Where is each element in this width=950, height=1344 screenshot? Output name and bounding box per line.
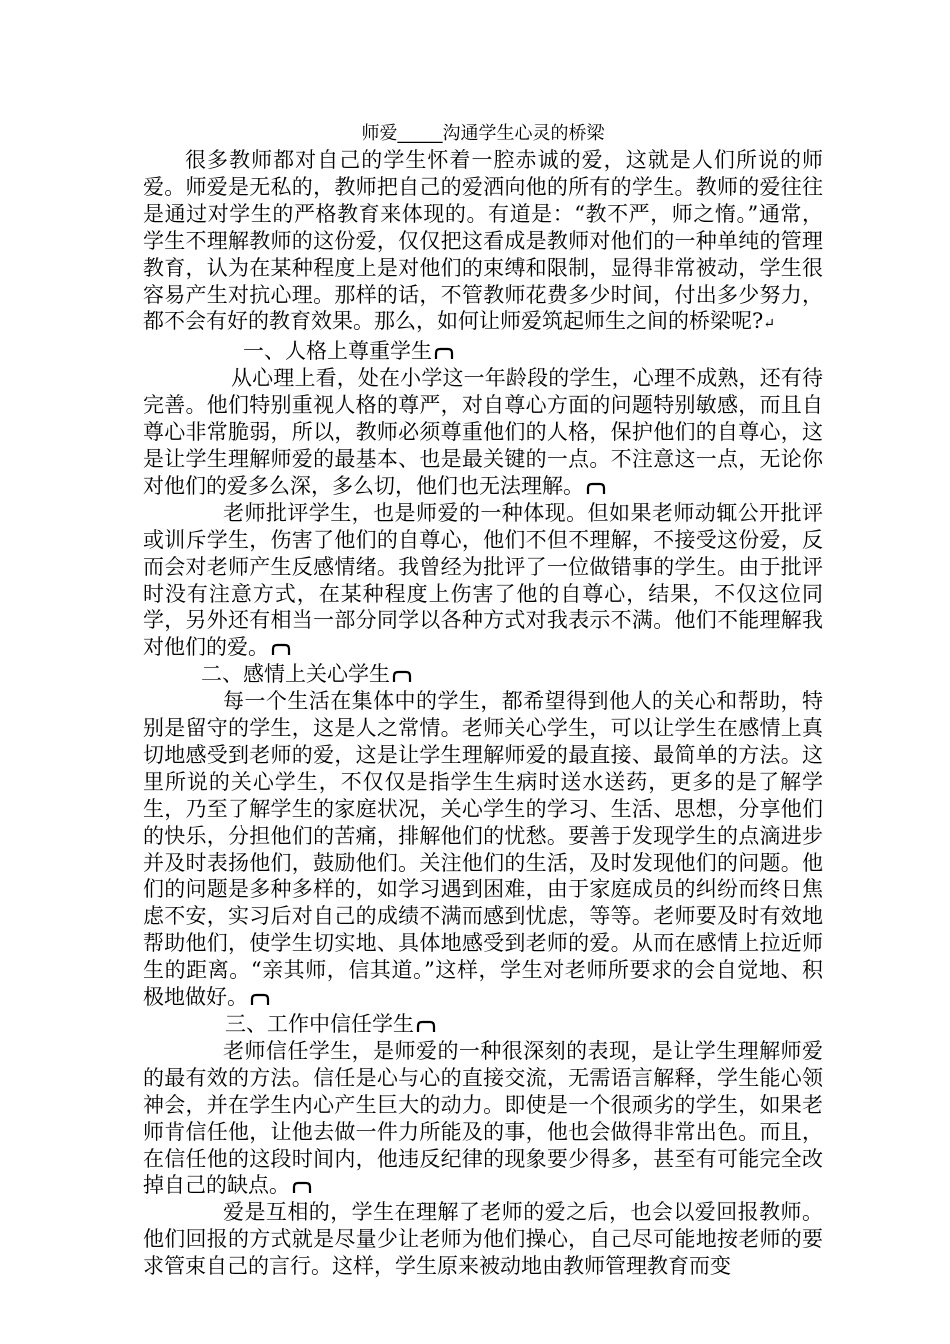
section-heading-2-text: 二、感情上关心学生 [201, 662, 390, 687]
section-1-paragraph-2 [143, 500, 823, 661]
intro-paragraph [143, 147, 823, 338]
paragraph-mark-icon [434, 347, 454, 361]
section-1-paragraph-2-text: 老师批评学生，也是师爱的一种体现。但如果老师动辄公开批评或训斥学生，伤害了他们的自尊心，他们不但不理解，不接受这份爱，反而会对老师产生反感情绪。我曾经为批评了一位做错事的学生。由于批评时没有注意方式，在某种程度上伤害了他的自尊心，结果，不仅这位同学，另外还有相当一部分同学以各种方式对我表示不满。他们不能理解我对他们的爱。 [143, 500, 823, 660]
paragraph-mark-icon [416, 1020, 436, 1034]
section-3-paragraph-1-text: 老师信任学生，是师爱的一种很深刻的表现，是让学生理解师爱的最有效的方法。信任是心与心的直接交流，无需语言解释，学生能心领神会，并在学生内心产生巨大的动力。即使是一个很顽劣的学生，如果老师肯信任他，让他去做一件力所能及的事，他也会做得非常出色。而且，在信任他的这段时间内，他违反纪律的现象要少得多，甚至有可能完全改掉自己的缺点。 [143, 1038, 823, 1198]
section-heading-1 [143, 338, 823, 365]
section-heading-3-text: 三、工作中信任学生 [225, 1012, 414, 1036]
section-3-paragraph-2-text: 爱是互相的，学生在理解了老师的爱之后，也会以爱回报教师。他们回报的方式就是尽量少让老师为他们操心，自己尽可能地按老师的要求管束自己的言行。这样，学生原来被动地由教师管理教育而变 [143, 1200, 823, 1279]
section-3-paragraph-1 [143, 1038, 823, 1199]
section-2-paragraph-1-text: 每一个生活在集体中的学生，都希望得到他人的关心和帮助，特别是留守的学生，这是人之常情。老师关心学生，可以让学生在感情上真切地感受到老师的爱，这是让学生理解师爱的最直接、最简单的方法。这里所说的关心学生，不仅仅是指学生生病时送水送药，更多的是了解学生，乃至了解学生的家庭状况，关心学生的学习、生活、思想，分享他们的快乐，分担他们的苦痛，排解他们的忧愁。要善于发现学生的点滴进步并及时表扬他们，鼓励他们。关注他们的生活，及时发现他们的问题。他们的问题是多种多样的，如学习遇到困难，由于家庭成员的纠纷而终日焦虑不安，实习后对自己的成绩不满而感到忧虑，等等。老师要及时有效地帮助他们，使学生切实地、具体地感受到老师的爱。从而在感情上拉近师生的距离。“亲其师，信其道。”这样，学生对老师所要求的会自觉地、积极地做好。 [143, 689, 823, 1010]
paragraph-mark-icon [292, 1181, 312, 1195]
section-heading-3 [143, 1011, 823, 1038]
section-1-paragraph-1-text: 从心理上看，处在小学这一年龄段的学生，心理不成熟，还有待完善。他们特别重视人格的尊严，对自尊心方面的问题特别敏感，而且自尊心非常脆弱，所以，教师必须尊重他们的人格，保护他们的自尊心，这是让学生理解师爱的最基本、也是最关键的一点。不注意这一点，无论你对他们的爱多么深，多么切，他们也无法理解。 [143, 366, 823, 498]
section-3-paragraph-2 [143, 1199, 823, 1280]
paragraph-mark-icon [250, 993, 270, 1007]
section-heading-1-text: 一、人格上尊重学生 [243, 339, 432, 364]
document-body [143, 121, 823, 1280]
paragraph-mark-icon [392, 670, 412, 684]
section-1-paragraph-1 [143, 365, 823, 500]
section-2-paragraph-1 [143, 688, 823, 1011]
paragraph-mark-icon [271, 643, 291, 657]
paragraph-mark-icon [586, 482, 606, 496]
intro-text: 很多教师都对自己的学生怀着一腔赤诚的爱，这就是人们所说的师爱。师爱是无私的，教师把自己的爱洒向他的所有的学生。教师的爱往往是通过对学生的严格教育来体现的。有道是：“教不严，师之惰。”通常，学生不理解教师的这份爱，仅仅把这看成是教师对他们的一种单纯的管理教育，认为在某种程度上是对他们的束缚和限制，显得非常被动，学生很容易产生对抗心理。那样的话，不管教师花费多少时间，付出多少努力，都不会有好的教育效果。那么，如何让师爱筑起师生之间的桥梁呢? [143, 148, 823, 334]
section-heading-2 [143, 661, 823, 688]
line-break-symbol: ↵ [763, 316, 775, 333]
document-title: 师爱_____沟通学生心灵的桥梁 [361, 123, 605, 144]
